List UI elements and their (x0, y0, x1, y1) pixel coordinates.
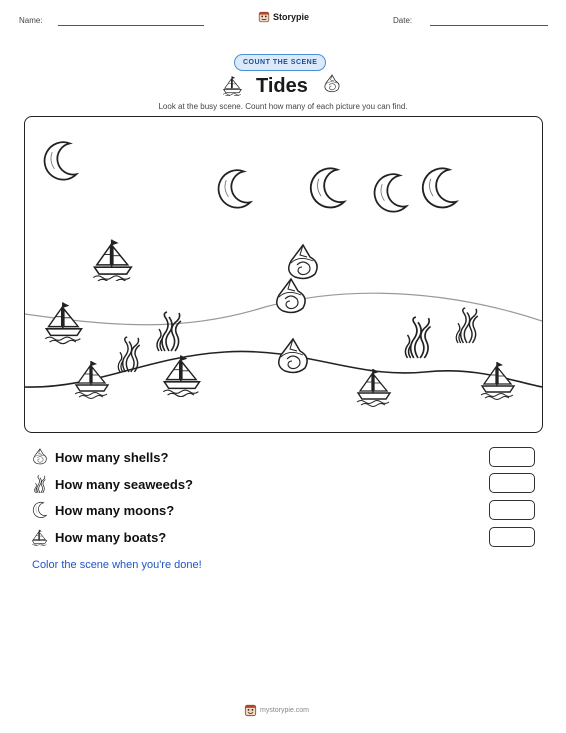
boat-5 (357, 369, 390, 407)
question-text: How many seaweeds? (55, 476, 193, 492)
boat-6 (481, 362, 514, 400)
count-scene (24, 116, 543, 433)
boat-4 (163, 355, 199, 396)
name-line[interactable] (58, 25, 204, 26)
page-title: Tides (256, 75, 308, 97)
question-text: How many shells? (55, 449, 169, 465)
name-label: Name: (19, 16, 43, 25)
question-boats (31, 528, 166, 546)
boat-icon (31, 528, 49, 546)
moon-icon (31, 501, 49, 519)
shell-2 (277, 279, 305, 312)
boat-2 (45, 302, 81, 343)
instructions: Look at the busy scene. Count how many of each picture you can find. (158, 102, 408, 111)
moon-5 (423, 168, 456, 207)
question-text: How many moons? (55, 502, 175, 518)
question-seaweeds (31, 475, 193, 493)
shell-3 (279, 339, 307, 372)
color-note: Color the scene when you're done! (32, 559, 202, 571)
brand (258, 11, 309, 23)
question-moons (31, 501, 174, 519)
boat-1 (93, 240, 131, 283)
question-text: How many boats? (55, 529, 167, 545)
seaweed-4 (456, 308, 478, 343)
boats-answer-box[interactable] (489, 527, 535, 547)
moon-4 (375, 174, 407, 211)
seaweed-2 (118, 337, 140, 372)
moon-2 (219, 170, 251, 207)
brand-name: Storypie (273, 12, 310, 22)
boat-3 (75, 361, 108, 399)
footer (244, 704, 309, 717)
seaweed-3 (405, 317, 430, 358)
shell-1 (289, 245, 317, 278)
storypie-logo-icon (244, 704, 257, 717)
activity-badge: COUNT THE SCENE (234, 54, 326, 71)
boat-icon (222, 74, 244, 96)
seaweeds-answer-box[interactable] (489, 473, 535, 493)
date-label: Date: (393, 16, 413, 25)
shell-icon (31, 448, 49, 466)
shell-icon (322, 74, 342, 94)
footer-url[interactable]: mystorypie.com (260, 707, 310, 714)
shells-answer-box[interactable] (489, 447, 535, 467)
moons-answer-box[interactable] (489, 500, 535, 520)
moon-1 (45, 142, 77, 179)
storypie-logo-icon (258, 11, 270, 23)
seaweed-1 (157, 312, 181, 351)
moon-3 (311, 168, 344, 207)
seaweed-icon (31, 475, 49, 493)
question-shells (31, 448, 168, 466)
scene-illustration (25, 117, 542, 432)
date-line[interactable] (430, 25, 548, 26)
